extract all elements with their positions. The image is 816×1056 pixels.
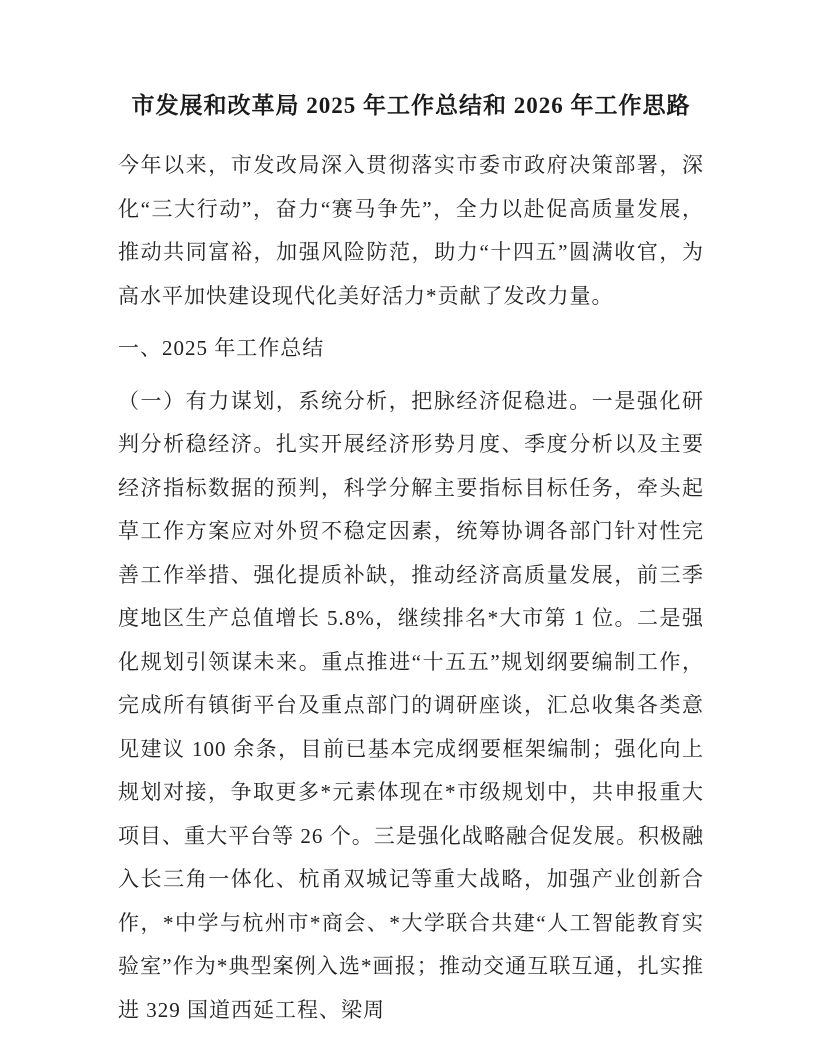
section-paragraph-economy: （一）有力谋划，系统分析，把脉经济促稳进。一是强化研判分析稳经济。扎实开展经济形势月度、季度分析以及主要经济指标数据的预判，科学分解主要指标目标任务，牵头起草工作方案应对外贸不稳定因素，统筹协调各部门针对性完善工作举措、强化提质补缺，推动经济高质量发展，前三季度地区生产总值增长 5.8%，继续排名*大市第 1 位。二是强化规划引领谋未来。重点推进“十五五”规划纲要编制工作，完成所有镇街平台及重点部门的调研座谈，汇总收集各类意见建议 100 余条，目前已基本完成纲要框架编制；强化向上规划对接，争取更多*元素体现在*市级规划中，共申报重大项目、重大平台等 26 个。三是强化战略融合促发展。积极融入长三角一体化、杭甬双城记等重大战略，加强产业创新合作，*中学与杭州市*商会、*大学联合共建“人工智能教育实验室”作为*典型案例入选*画报；推动交通互联互通，扎实推进 329 国道西延工程、梁周 — [118, 388, 704, 1022]
intro-paragraph: 今年以来，市发改局深入贯彻落实市委市政府决策部署，深化“三大行动”，奋力“赛马争先”，全力以赴促高质量发展，推动共同富裕，加强风险防范，助力“十四五”圆满收官，为高水平加快建设现代化美好活力*贡献了发改力量。 — [118, 153, 704, 308]
document-title: 市发展和改革局 2025 年工作总结和 2026 年工作思路 — [131, 93, 691, 118]
section-heading-2025-summary: 一、2025 年工作总结 — [118, 336, 325, 360]
